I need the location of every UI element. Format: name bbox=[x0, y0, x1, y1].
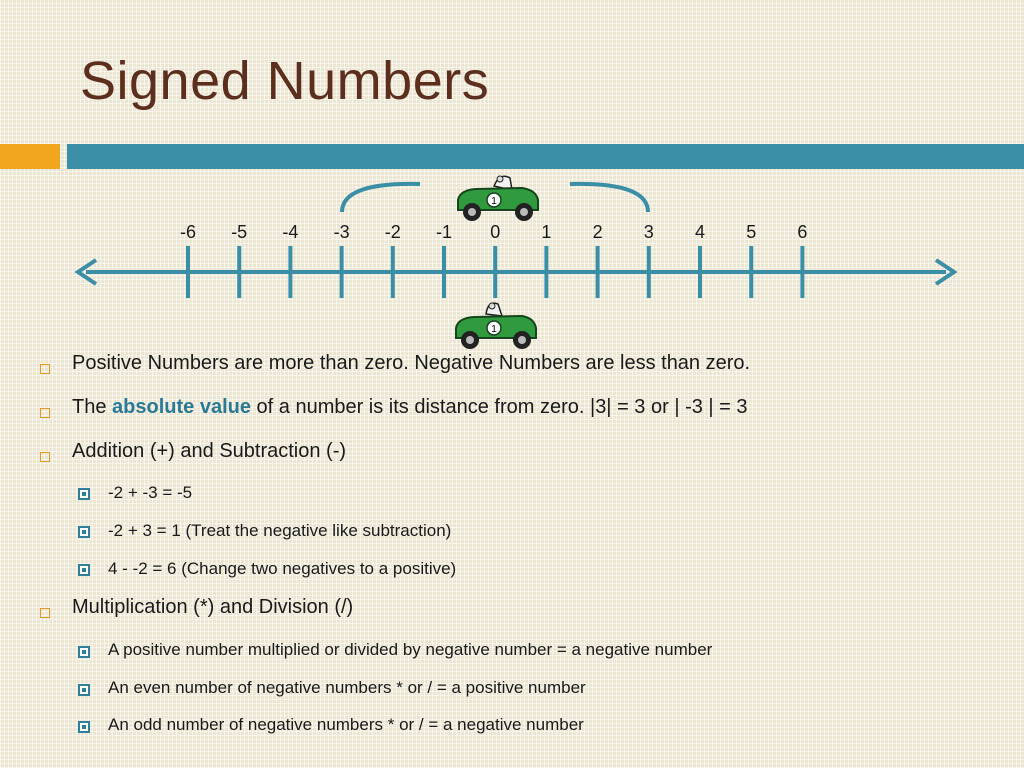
number-line-label: 1 bbox=[541, 222, 552, 242]
bullet-marker bbox=[40, 452, 50, 462]
number-line-label: 0 bbox=[490, 222, 501, 242]
accent-bar-teal bbox=[67, 144, 1024, 169]
bullet-3-sub-2: -2 + 3 = 1 (Treat the negative like subtraction) bbox=[108, 521, 452, 540]
bullet-4: Multiplication (*) and Division (/) bbox=[72, 596, 354, 618]
bullet-3-sub-3: 4 - -2 = 6 (Change two negatives to a positive) bbox=[108, 559, 457, 578]
number-line-label: -1 bbox=[435, 222, 453, 242]
number-line-label: -5 bbox=[231, 222, 248, 242]
number-line-label: 6 bbox=[797, 222, 808, 242]
bullet-2 bbox=[72, 396, 748, 419]
sub-bullet-marker bbox=[78, 646, 90, 658]
number-line-label: -2 bbox=[384, 222, 401, 242]
accent-bar-orange bbox=[0, 144, 60, 169]
car-upper-badge: 1 bbox=[491, 196, 497, 207]
car-lower-icon bbox=[456, 303, 536, 349]
sub-bullet-marker bbox=[78, 564, 90, 576]
bullet-4-sub-1: A positive number multiplied or divided by negative number = a negative number bbox=[108, 640, 713, 659]
number-line-label: 5 bbox=[746, 222, 757, 242]
bullet-2-pre: The bbox=[72, 396, 113, 418]
bullet-marker bbox=[40, 364, 50, 374]
bullet-2-post: of a number is its distance from zero. |3| = 3 or | -3 | = 3 bbox=[250, 396, 748, 418]
number-line-label: 4 bbox=[694, 222, 706, 242]
bullet-1: Positive Numbers are more than zero. Negative Numbers are less than zero. bbox=[72, 352, 751, 374]
number-line-label: 2 bbox=[592, 222, 603, 242]
number-line-diagram bbox=[0, 168, 1024, 358]
sub-bullet-marker bbox=[78, 526, 90, 538]
number-line-label: -3 bbox=[333, 222, 350, 242]
sub-bullet-marker bbox=[78, 721, 90, 733]
bullet-marker bbox=[40, 608, 50, 618]
bullet-3-sub-1: -2 + -3 = -5 bbox=[108, 483, 193, 502]
car-upper-icon bbox=[458, 176, 538, 221]
car-lower-badge: 1 bbox=[491, 324, 497, 335]
bullet-3: Addition (+) and Subtraction (-) bbox=[72, 440, 347, 462]
slide-title: Signed Numbers bbox=[80, 51, 490, 111]
number-line-label: -6 bbox=[179, 222, 197, 242]
number-line-labels bbox=[180, 222, 807, 242]
bullet-4-sub-3: An odd number of negative numbers * or / = a negative number bbox=[108, 715, 584, 734]
bullet-marker bbox=[40, 408, 50, 418]
bullet-4-sub-2: An even number of negative numbers * or / = a positive number bbox=[108, 678, 586, 697]
bullet-2-bold: absolute value bbox=[112, 396, 251, 418]
sub-bullet-marker bbox=[78, 684, 90, 696]
number-line-label: -4 bbox=[282, 222, 299, 242]
sub-bullet-marker bbox=[78, 488, 90, 500]
number-line-label: 3 bbox=[643, 222, 654, 242]
